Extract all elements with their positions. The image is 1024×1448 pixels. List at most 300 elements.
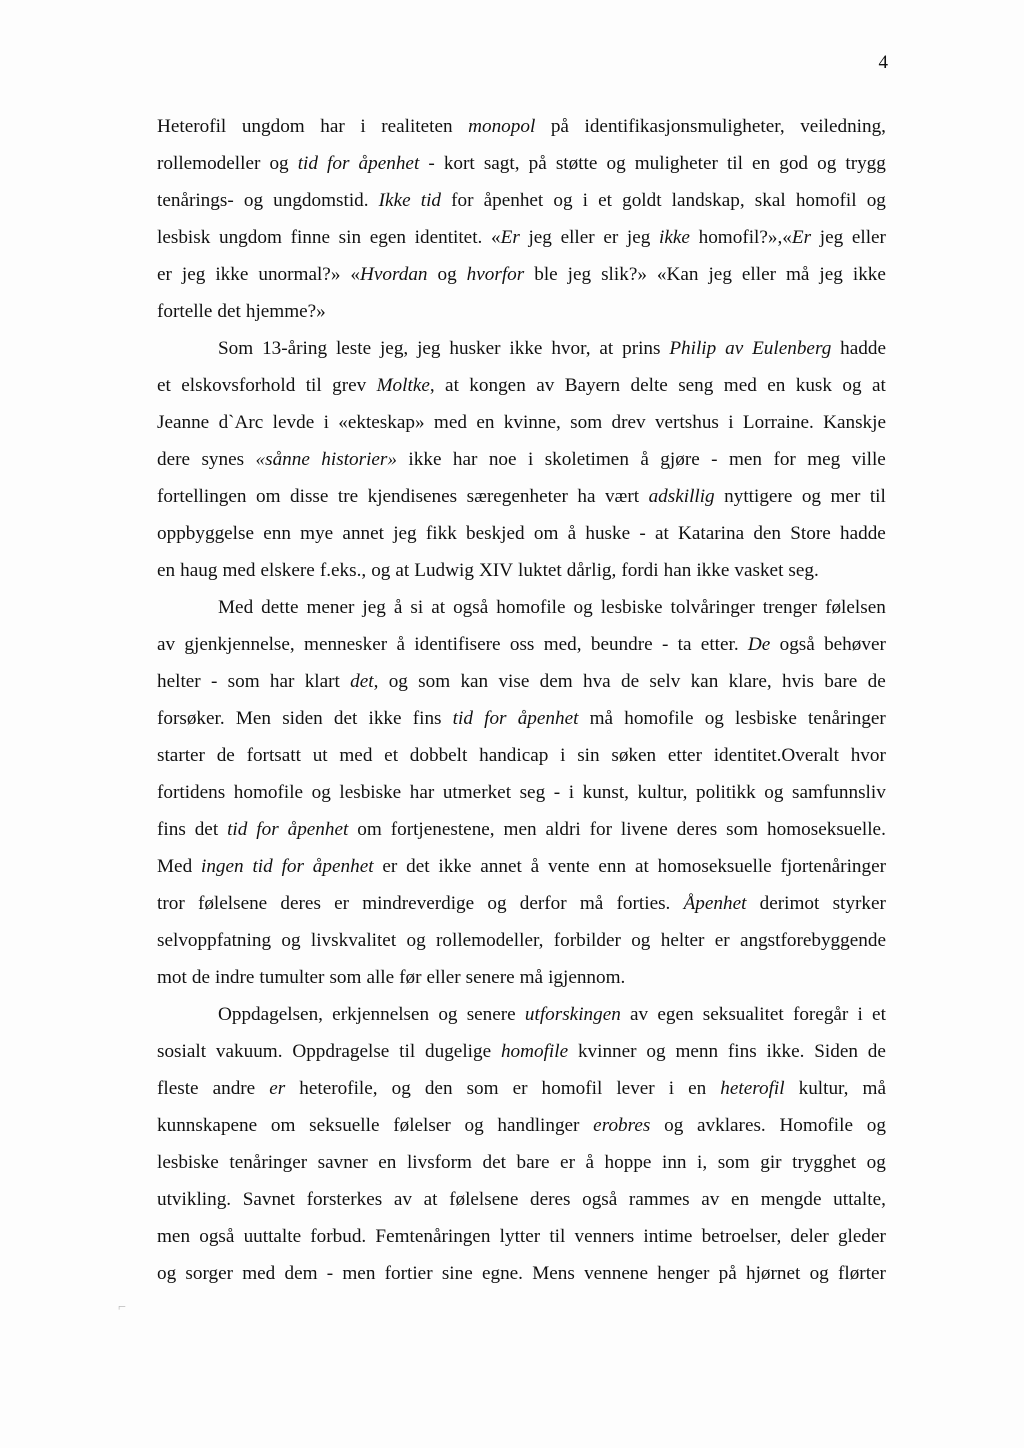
word: Savnet	[242, 1189, 295, 1210]
word: det	[482, 1152, 506, 1173]
word: dårlig,	[566, 560, 617, 581]
word: i,	[697, 1152, 708, 1173]
word: vise	[498, 671, 530, 692]
word: mennesker	[304, 634, 388, 655]
word: «Er	[491, 227, 520, 248]
word: klare,	[728, 671, 772, 692]
text-line	[157, 1188, 886, 1212]
word: haug	[180, 560, 218, 581]
word: må	[519, 967, 544, 988]
word: og	[371, 560, 391, 581]
word: ikke	[215, 264, 249, 285]
word: for	[281, 856, 304, 877]
text-line	[157, 189, 886, 213]
text-line	[157, 559, 886, 583]
word: fortelle	[157, 301, 213, 322]
word: hvorfor	[466, 264, 525, 285]
word: Heterofil	[157, 116, 227, 137]
word: -	[553, 782, 561, 803]
word: jeg	[567, 264, 592, 285]
scan-mark: ⌐	[118, 1300, 126, 1315]
word: av	[536, 375, 555, 396]
word: vennene	[584, 1263, 648, 1284]
word: XIV	[478, 560, 514, 581]
word: intime	[643, 1226, 693, 1247]
word: ungdom	[241, 116, 305, 137]
word: avklares.	[697, 1115, 766, 1136]
word: og	[388, 671, 408, 692]
word: er	[157, 264, 172, 285]
word: og	[391, 1078, 411, 1099]
word: eller	[426, 967, 461, 988]
word: til	[399, 1041, 416, 1062]
text-line	[218, 596, 886, 620]
word: eller	[851, 227, 886, 248]
word: er	[603, 227, 619, 248]
word: egen	[369, 227, 406, 248]
word: finne	[290, 227, 330, 248]
word: mener	[306, 597, 355, 618]
word: i	[568, 782, 575, 803]
word: jeg	[708, 264, 732, 285]
word: homofil	[795, 190, 857, 211]
word: elskere	[260, 560, 315, 581]
word: i	[527, 449, 534, 470]
word: om	[270, 1115, 296, 1136]
word: hoppe	[604, 1152, 652, 1173]
word: homofile	[500, 1041, 569, 1062]
word: helter	[157, 671, 201, 692]
word: kort	[443, 153, 475, 174]
text-line	[157, 485, 886, 509]
word: leste	[335, 338, 372, 359]
word: f.eks.,	[319, 560, 367, 581]
word: følelsen	[825, 597, 886, 618]
word: med	[339, 745, 373, 766]
word: fortellingen	[157, 486, 247, 507]
word: Men	[235, 708, 272, 729]
word: og	[704, 708, 724, 729]
word: huske	[585, 523, 631, 544]
word: Lorraine.	[742, 412, 814, 433]
word: som	[726, 819, 759, 840]
word: må	[785, 264, 810, 285]
word: tenåringer	[229, 1152, 308, 1173]
word: vakuum.	[215, 1041, 283, 1062]
text-line	[157, 263, 886, 287]
word: er	[269, 1078, 286, 1099]
word: vertshus	[654, 412, 719, 433]
word: De	[747, 634, 771, 655]
word: Kanskje	[823, 412, 886, 433]
word: angstforebyggende	[739, 930, 886, 951]
word: «Kan	[656, 264, 699, 285]
word: oppbyggelse	[157, 523, 254, 544]
word: men	[503, 819, 537, 840]
word: at	[423, 1189, 438, 1210]
word: ikke	[852, 264, 886, 285]
word: jeg	[362, 597, 386, 618]
word: homofil	[541, 1078, 603, 1099]
word: det	[333, 708, 358, 729]
word: homofile	[233, 782, 304, 803]
word: tror	[157, 893, 185, 914]
word: samfunnsliv	[792, 782, 886, 803]
word: skoletimen	[544, 449, 629, 470]
word: vente	[548, 856, 590, 877]
word: et	[384, 745, 399, 766]
word: uttalte,	[833, 1189, 886, 1210]
word: også	[779, 634, 815, 655]
word: kongen	[469, 375, 526, 396]
word: handicap	[479, 745, 549, 766]
text-line	[157, 374, 886, 398]
word: kultur,	[637, 782, 688, 803]
word: kan	[690, 671, 719, 692]
word: kusk	[795, 375, 832, 396]
text-line	[157, 744, 886, 768]
word: og	[764, 782, 784, 803]
word: -	[711, 449, 718, 470]
word: følelsene	[449, 1189, 519, 1210]
word: at	[599, 338, 614, 359]
word: beundre	[590, 634, 653, 655]
word: trygg	[845, 153, 886, 174]
word: for	[256, 819, 279, 840]
word: seksualitet	[702, 1004, 784, 1025]
word: handlinger	[497, 1115, 580, 1136]
word: for	[773, 449, 796, 470]
word: ikke	[659, 227, 690, 248]
word: identitet.	[414, 227, 483, 248]
word: fortidens	[157, 782, 226, 803]
word: slik?»	[601, 264, 647, 285]
word: enn	[598, 856, 627, 877]
word: lever	[616, 1078, 655, 1099]
word: og	[406, 930, 426, 951]
word: delte	[630, 375, 668, 396]
word: dugelige	[425, 1041, 492, 1062]
word: vært	[604, 486, 640, 507]
word: tid	[452, 708, 473, 729]
word: dobbelt	[409, 745, 468, 766]
word: seksuelle	[309, 1115, 380, 1136]
text-line	[157, 670, 886, 694]
word: -	[326, 1263, 334, 1284]
word: livsform	[406, 1152, 472, 1173]
word: har	[320, 116, 345, 137]
word: goldt	[622, 190, 662, 211]
word: har	[409, 782, 435, 803]
word: et	[598, 190, 612, 211]
word: i	[360, 116, 366, 137]
word: homoseksuelle	[657, 856, 772, 877]
word: seg	[519, 782, 546, 803]
word: gjenkjennelse,	[184, 634, 295, 655]
word: jeg	[626, 227, 651, 248]
word: og	[157, 1263, 177, 1284]
word: Med	[218, 597, 254, 618]
word: kvinne,	[503, 412, 561, 433]
word: selv	[649, 671, 681, 692]
word: monopol	[468, 116, 536, 137]
word: at	[431, 597, 446, 618]
word: og	[866, 190, 886, 211]
word: derimot	[759, 893, 820, 914]
word: tenårings-	[157, 190, 234, 211]
word: og	[269, 153, 289, 174]
word: for	[451, 190, 474, 211]
word: at	[634, 856, 649, 877]
word: egne.	[481, 1263, 523, 1284]
word: si	[410, 597, 424, 618]
text-line	[157, 855, 886, 879]
word: annet	[480, 856, 522, 877]
word: mer	[830, 486, 861, 507]
word: en	[688, 1078, 707, 1099]
word: dere	[157, 449, 191, 470]
word: søken	[611, 745, 657, 766]
word: Mens	[532, 1263, 575, 1284]
word: identifisere	[414, 634, 501, 655]
word: av	[157, 634, 176, 655]
word: inn	[661, 1152, 687, 1173]
word: ungdomstid.	[273, 190, 369, 211]
word: dette	[261, 597, 299, 618]
text-line	[157, 1040, 886, 1064]
word: lesbiske	[600, 597, 663, 618]
word: jeg	[528, 227, 552, 248]
word: mot	[157, 967, 187, 988]
word: livene	[620, 819, 668, 840]
word: lesbiske	[735, 708, 797, 729]
word: mengde	[760, 1189, 822, 1210]
word: Homofile	[779, 1115, 853, 1136]
word: Oppdragelse	[292, 1041, 390, 1062]
word: fortjenestene,	[390, 819, 495, 840]
word: ble	[534, 264, 558, 285]
word: særegenheter	[466, 486, 568, 507]
text-line	[157, 152, 886, 176]
text-line	[157, 966, 886, 990]
word: Oppdagelsen,	[218, 1004, 323, 1025]
word: hvor,	[551, 338, 591, 359]
word: -	[661, 634, 669, 655]
word: lesbiske	[339, 782, 402, 803]
word: utmerket	[442, 782, 512, 803]
word: av	[630, 1004, 649, 1025]
word: skal	[754, 190, 786, 211]
word: har	[269, 671, 295, 692]
word: men	[157, 1226, 191, 1247]
word: eller	[560, 227, 595, 248]
word: av	[393, 1189, 412, 1210]
word: tenåringer	[808, 708, 886, 729]
word: ville	[851, 449, 886, 470]
text-line	[157, 226, 886, 250]
text-line	[157, 633, 886, 657]
word: og	[438, 1004, 458, 1025]
text-line	[157, 929, 886, 953]
word: og	[631, 930, 651, 951]
word: Jeanne	[157, 412, 210, 433]
word: åpenhet	[312, 856, 374, 877]
word: må	[862, 1078, 886, 1099]
word: Ludwig	[414, 560, 474, 581]
word: har	[452, 449, 478, 470]
word: om	[357, 819, 382, 840]
word: men	[728, 449, 763, 470]
word: av	[725, 338, 744, 359]
word: Eulenberg	[752, 338, 832, 359]
word: hjørnet	[746, 1263, 801, 1284]
word: savner	[317, 1152, 368, 1173]
word: er	[512, 1078, 528, 1099]
word: kultur,	[798, 1078, 849, 1099]
word: fins	[412, 708, 442, 729]
word: og	[842, 375, 862, 396]
word: menn	[675, 1041, 719, 1062]
word: senere	[465, 967, 515, 988]
word: lesbisk	[157, 227, 211, 248]
word: landskap,	[671, 190, 745, 211]
word: forbilder	[553, 930, 621, 951]
word: på	[718, 1263, 737, 1284]
word: gir	[760, 1152, 782, 1173]
word: ta	[677, 634, 692, 655]
word: et	[157, 375, 171, 396]
word: sorger	[185, 1263, 234, 1284]
word: forties.	[616, 893, 671, 914]
word: Siden	[814, 1041, 858, 1062]
word: de	[191, 967, 210, 988]
word: trenger	[762, 597, 818, 618]
word: i	[323, 412, 329, 433]
word: og	[866, 1152, 886, 1173]
word: de	[867, 1041, 886, 1062]
word: homofile	[624, 708, 694, 729]
text-line	[157, 1077, 886, 1101]
word: til	[305, 375, 322, 396]
word: styrker	[832, 893, 886, 914]
word: fins	[157, 819, 186, 840]
word: trygghet	[792, 1152, 857, 1173]
text-line	[157, 1225, 886, 1249]
word: at	[395, 560, 410, 581]
word: på	[528, 153, 547, 174]
word: hadde	[840, 338, 886, 359]
word: og	[573, 597, 593, 618]
word: disse	[290, 486, 329, 507]
word: bare	[516, 1152, 550, 1173]
word: som	[570, 412, 603, 433]
word: et	[872, 1004, 886, 1025]
word: sosialt	[157, 1041, 207, 1062]
word: rollemodeller,	[436, 930, 544, 951]
word: Åpenhet	[683, 893, 747, 914]
word: etter.	[700, 634, 739, 655]
word: kan	[460, 671, 489, 692]
word: erobres	[593, 1115, 651, 1136]
word: Ikke	[378, 190, 411, 211]
word: sine	[441, 1263, 473, 1284]
word: homofil?»,«Er	[698, 227, 812, 248]
word: på	[550, 116, 569, 137]
word: er	[382, 856, 398, 877]
word: i	[728, 412, 734, 433]
word: også	[582, 1189, 618, 1210]
word: annet	[342, 523, 384, 544]
word: og	[606, 153, 626, 174]
word: å	[640, 449, 649, 470]
word: alle	[366, 967, 395, 988]
word: fins	[727, 1041, 757, 1062]
word: støtte	[555, 153, 598, 174]
word: enn	[263, 523, 291, 544]
word: igjennom.	[548, 967, 626, 988]
word: mindreverdige	[362, 893, 475, 914]
word: fortier	[384, 1263, 433, 1284]
word: utvikling.	[157, 1189, 232, 1210]
word: tid	[252, 856, 273, 877]
word: tid	[420, 190, 441, 211]
word: Philip	[669, 338, 717, 359]
word: ikke.	[766, 1041, 805, 1062]
word: de	[216, 745, 235, 766]
word: vasket	[734, 560, 784, 581]
word: lytter	[499, 1226, 541, 1247]
word: eller	[741, 264, 776, 285]
word: er	[560, 1152, 575, 1173]
word: følelser	[393, 1115, 451, 1136]
word: tumulter	[259, 967, 325, 988]
word: uuttalte	[243, 1226, 302, 1247]
word: med	[433, 412, 467, 433]
word: de	[620, 671, 640, 692]
word: og	[243, 190, 264, 211]
word: jeg	[417, 338, 441, 359]
word: sin	[577, 745, 600, 766]
word: mye	[300, 523, 334, 544]
word: derfor	[519, 893, 567, 914]
word: jeg	[181, 264, 206, 285]
word: forsøker.	[157, 708, 225, 729]
word: deres	[676, 819, 718, 840]
word: jeg	[819, 227, 844, 248]
word: og	[809, 1263, 829, 1284]
word: foregår	[792, 1004, 849, 1025]
word: før	[399, 967, 422, 988]
word: jeg	[393, 523, 417, 544]
text-line	[218, 1003, 886, 1027]
word: åpenhet	[517, 708, 579, 729]
word: fortsatt	[246, 745, 301, 766]
word: -	[428, 153, 435, 174]
word: det	[217, 301, 241, 322]
word: å	[393, 597, 403, 618]
word: forbud.	[310, 1226, 367, 1247]
word: selvoppfatning	[157, 930, 272, 951]
word: og	[311, 782, 331, 803]
word: å	[585, 1152, 595, 1173]
word: det	[194, 819, 219, 840]
word: husker	[449, 338, 501, 359]
word: at	[445, 375, 459, 396]
text-line	[157, 781, 886, 805]
word: -	[210, 671, 218, 692]
word: og	[646, 1041, 666, 1062]
word: og	[281, 930, 301, 951]
